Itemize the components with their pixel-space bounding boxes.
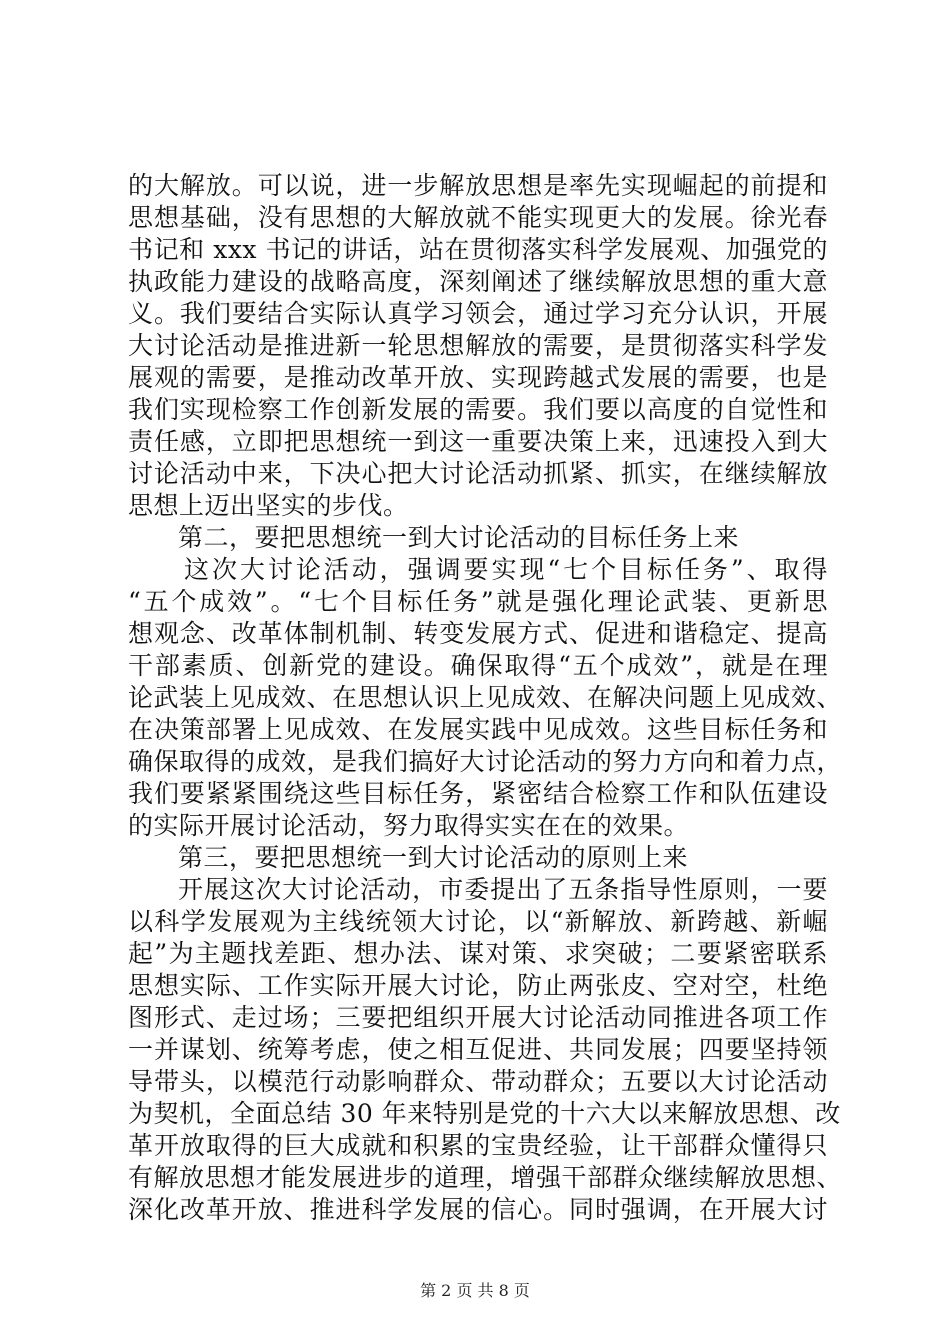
body-line: 开展这次大讨论活动，市委提出了五条指导性原则，一要 [178, 875, 828, 904]
body-line: 大讨论活动是推进新一轮思想解放的需要，是贯彻落实科学发 [128, 331, 828, 360]
page-number-footer: 第 2 页 共 8 页 [420, 1281, 530, 1300]
body-line: 我们实现检察工作创新发展的需要。我们要以高度的自觉性和 [128, 395, 828, 424]
body-line: 起”为主题找差距、想办法、谋对策、求突破；二要紧密联系 [128, 939, 828, 968]
body-line: 以科学发展观为主线统领大讨论，以“新解放、新跨越、新崛 [128, 907, 828, 936]
body-line: 思想实际、工作实际开展大讨论，防止两张皮、空对空，杜绝 [128, 971, 828, 1000]
section-heading: 第三，要把思想统一到大讨论活动的原则上来 [178, 843, 689, 872]
body-line: 导带头，以模范行动影响群众、带动群众；五要以大讨论活动 [128, 1067, 828, 1096]
body-line: 的大解放。可以说，进一步解放思想是率先实现崛起的前提和 [128, 171, 828, 200]
body-line: 思想基础，没有思想的大解放就不能实现更大的发展。徐光春 [128, 203, 828, 232]
body-line: 干部素质、创新党的建设。确保取得“五个成效”，就是在理 [128, 651, 828, 680]
body-line: 思想上迈出坚实的步伐。 [128, 491, 409, 520]
body-line: 义。我们要结合实际认真学习领会，通过学习充分认识，开展 [128, 299, 828, 328]
body-line: 深化改革开放、推进科学发展的信心。同时强调，在开展大讨 [128, 1195, 828, 1224]
body-line: 在决策部署上见成效、在发展实践中见成效。这些目标任务和 [128, 715, 828, 744]
body-line: 责任感，立即把思想统一到这一重要决策上来，迅速投入到大 [128, 427, 828, 456]
section-heading: 第二，要把思想统一到大讨论活动的目标任务上来 [178, 523, 740, 552]
body-line: 的实际开展讨论活动，努力取得实实在在的效果。 [128, 811, 690, 840]
body-line: “五个成效”。“七个目标任务”就是强化理论武装、更新思 [128, 587, 828, 616]
body-line: 一并谋划、统筹考虑，使之相互促进、共同发展；四要坚持领 [128, 1035, 828, 1064]
body-line: 有解放思想才能发展进步的道理，增强干部群众继续解放思想、 [128, 1163, 843, 1192]
body-line: 确保取得的成效，是我们搞好大讨论活动的努力方向和着力点， [128, 747, 843, 776]
body-line: 执政能力建设的战略高度，深刻阐述了继续解放思想的重大意 [128, 267, 828, 296]
body-line: 展观的需要，是推动改革开放、实现跨越式发展的需要，也是 [128, 363, 828, 392]
body-line: 论武装上见成效、在思想认识上见成效、在解决问题上见成效、 [128, 683, 843, 712]
body-line: 我们要紧紧围绕这些目标任务，紧密结合检察工作和队伍建设 [128, 779, 828, 808]
body-line: 这次大讨论活动，强调要实现“七个目标任务”、取得 [184, 555, 828, 584]
document-body [128, 170, 843, 1226]
body-line: 书记和 xxx 书记的讲话，站在贯彻落实科学发展观、加强党的 [128, 235, 828, 264]
body-line: 革开放取得的巨大成就和积累的宝贵经验，让干部群众懂得只 [128, 1131, 828, 1160]
body-line: 讨论活动中来，下决心把大讨论活动抓紧、抓实，在继续解放 [128, 459, 828, 488]
body-line: 想观念、改革体制机制、转变发展方式、促进和谐稳定、提高 [128, 619, 828, 648]
body-line: 为契机，全面总结 30 年来特别是党的十六大以来解放思想、改 [128, 1099, 841, 1128]
body-line: 图形式、走过场；三要把组织开展大讨论活动同推进各项工作 [128, 1003, 828, 1032]
